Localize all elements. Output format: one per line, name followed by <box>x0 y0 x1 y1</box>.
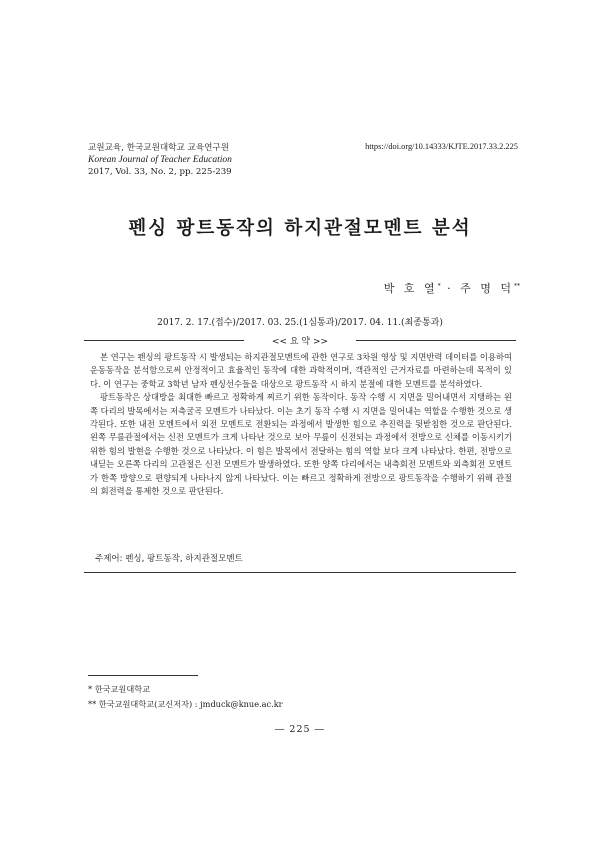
summary-rule-right <box>356 340 516 341</box>
footnote-rule <box>88 675 198 676</box>
page-number: ― 225 ― <box>274 724 326 735</box>
footnote-2: ** 한국교원대학교(교신저자) : jmduck@knue.ac.kr <box>88 699 283 709</box>
author-2-mark: ** <box>514 282 520 290</box>
journal-header <box>88 142 232 179</box>
keywords: 주제어: 펜싱, 팡트동작, 하지관절모멘트 <box>95 554 243 564</box>
author-1: 박 호 열 <box>383 282 438 295</box>
summary-divider <box>84 335 516 345</box>
author-1-mark: * <box>437 282 441 290</box>
author-separator: · <box>447 282 454 295</box>
journal-name: Korean Journal of Teacher Education <box>88 155 232 166</box>
doi-link[interactable]: https://doi.org/10.14333/KJTE.2017.33.2.225 <box>365 142 518 151</box>
footnote-1: * 한국교원대학교 <box>88 684 151 694</box>
abstract-paragraph-2: 팡트동작은 상대방을 최대한 빠르고 정확하게 찌르기 위한 동작이다. 동작 수행 시 지면을 밀어내면서 지탱하는 왼쪽 다리의 발목에서는 저측굴곡 모멘트가 나타났다. 이는 초기 동작 수행 시 지면을 밀어내는 역할을 수행한 것으로 생각된다. 또한 내전 모멘트에서 외전 모멘트로 전환되는 과정에서 발생한 힘으로 추진력을 뒷받침한 것으로 판단된다. 왼쪽 무릎관절에서는 신전 모멘트가 크게 나타난 것으로 보아 무릎이 신전되는 과정에서 전방으로 신체를 이동시키기 위한 힘의 발현을 수행한 것으로 나타났다. 이 힘은 발목에서 전달하는 힘의 역할 보다 크게 나타났다. 한편, 전방으로 내딛는 오른쪽 다리의 고관절은 신전 모멘트가 발생하였다. 또한 양쪽 다리에서는 내측회전 모멘트와 외측회전 모멘트가 한쪽 방향으로 편향되게 나타나지 않게 나타났다. 이는 빠르고 정확하게 전방으로 팡트동작을 수행하기 위해 관절의 회전력을 통제한 것으로 판단된다. <box>90 392 512 497</box>
summary-label: << 요 약 >> <box>271 337 329 347</box>
abstract <box>90 351 512 498</box>
submission-dates: 2017. 2. 17.(접수)/2017. 03. 25.(1심통과)/2017. 04. 11.(최종통과) <box>157 318 443 328</box>
abstract-paragraph-1: 본 연구는 펜싱의 팡트동작 시 발생되는 하지관절모멘트에 관한 연구로 3차원 영상 및 지면반력 데이터를 이용하여 운동동작을 분석함으로써 안정적이고 효율적인 동작에 대한 과학적이며, 객관적인 근거자료를 마련하는데 목적이 있다. 이 연구는 중학교 3학년 남자 펜싱선수들을 대상으로 팡트동작 시 하지 분절에 대한 모멘트를 분석하였다. <box>90 352 512 389</box>
author-2: 주 명 덕 <box>460 282 514 295</box>
volume-info: 2017, Vol. 33, No. 2, pp. 225-239 <box>88 167 232 178</box>
abstract-bottom-rule <box>84 572 516 573</box>
author-line <box>384 280 520 296</box>
publisher-line: 교원교육, 한국교원대학교 교육연구원 <box>88 143 230 153</box>
paper-title: 펜싱 팡트동작의 하지관절모멘트 분석 <box>128 218 472 239</box>
